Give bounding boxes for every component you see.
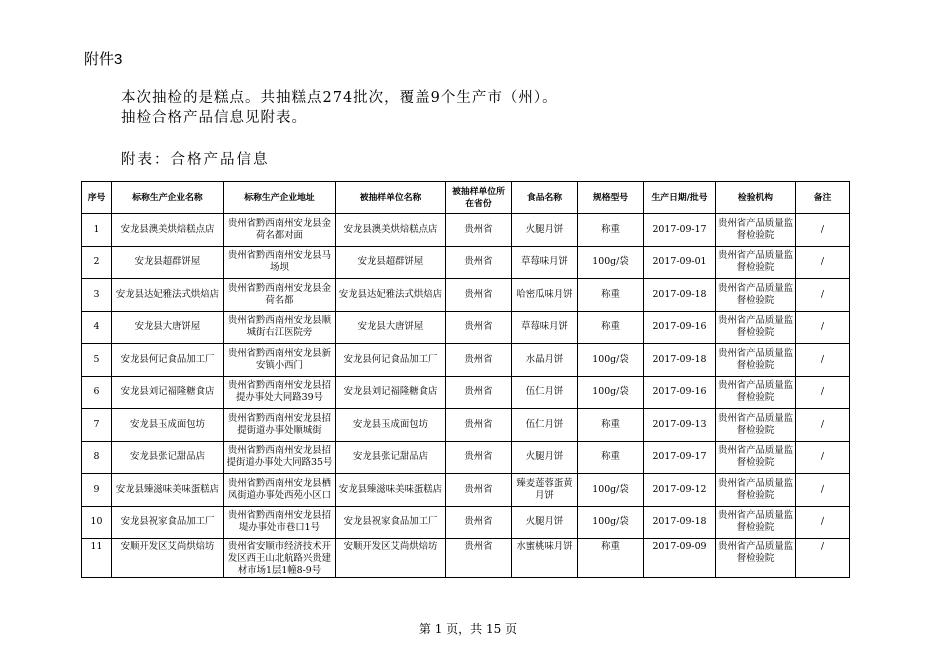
cell-remarks: / <box>796 409 850 442</box>
cell-spec: 称重 <box>578 214 644 247</box>
cell-producer-address: 贵州省黔西南州安龙县金荷名都对面 <box>224 214 336 247</box>
table-row <box>82 506 850 539</box>
cell-food-name: 草莓味月饼 <box>512 311 578 344</box>
cell-date-batch: 2017-09-12 <box>644 474 716 507</box>
cell-producer-name: 安龙县张记甜品店 <box>112 441 224 474</box>
cell-inspection-agency: 贵州省产品质量监督检验院 <box>716 279 796 312</box>
header-producer-name: 标称生产企业名称 <box>112 182 224 214</box>
table-row <box>82 214 850 247</box>
cell-inspection-agency: 贵州省产品质量监督检验院 <box>716 506 796 539</box>
cell-producer-address: 贵州省黔西南州安龙县招提街道办事处顺城街 <box>224 409 336 442</box>
cell-province: 贵州省 <box>446 539 512 578</box>
cell-spec: 称重 <box>578 441 644 474</box>
cell-inspection-agency: 贵州省产品质量监督检验院 <box>716 246 796 279</box>
cell-producer-address: 贵州省黔西南州安龙县栖凤街道办事处西苑小区口 <box>224 474 336 507</box>
cell-producer-address: 贵州省黔西南州安龙县顺城街右江医院旁 <box>224 311 336 344</box>
cell-remarks: / <box>796 246 850 279</box>
cell-inspection-agency: 贵州省产品质量监督检验院 <box>716 409 796 442</box>
cell-province: 贵州省 <box>446 344 512 377</box>
cell-date-batch: 2017-09-16 <box>644 311 716 344</box>
cell-food-name: 火腿月饼 <box>512 214 578 247</box>
cell-sampled-unit: 安龙县祝家食品加工厂 <box>336 506 446 539</box>
header-sampled-unit: 被抽样单位名称 <box>336 182 446 214</box>
header-remarks: 备注 <box>796 182 850 214</box>
cell-date-batch: 2017-09-13 <box>644 409 716 442</box>
cell-seq: 10 <box>82 506 112 539</box>
cell-spec: 称重 <box>578 409 644 442</box>
cell-inspection-agency: 贵州省产品质量监督检验院 <box>716 376 796 409</box>
cell-province: 贵州省 <box>446 279 512 312</box>
cell-spec: 100g/袋 <box>578 506 644 539</box>
cell-province: 贵州省 <box>446 376 512 409</box>
cell-producer-name: 安龙县澳美烘焙糕点店 <box>112 214 224 247</box>
cell-producer-name: 安顺开发区艾尚烘焙坊 <box>112 539 224 578</box>
cell-inspection-agency: 贵州省产品质量监督检验院 <box>716 474 796 507</box>
cell-province: 贵州省 <box>446 441 512 474</box>
cell-producer-name: 安龙县大唐饼屋 <box>112 311 224 344</box>
cell-spec: 称重 <box>578 279 644 312</box>
cell-producer-address: 贵州省黔西南州安龙县招堤办事处市巷口1号 <box>224 506 336 539</box>
qualified-products-table <box>81 181 850 578</box>
table-row <box>82 344 850 377</box>
cell-date-batch: 2017-09-18 <box>644 506 716 539</box>
cell-date-batch: 2017-09-09 <box>644 539 716 578</box>
header-inspection-agency: 检验机构 <box>716 182 796 214</box>
cell-inspection-agency: 贵州省产品质量监督检验院 <box>716 214 796 247</box>
cell-food-name: 火腿月饼 <box>512 441 578 474</box>
cell-food-name: 伍仁月饼 <box>512 409 578 442</box>
cell-producer-address: 贵州省黔西南州安龙县招提街道办事处大同路35号 <box>224 441 336 474</box>
cell-date-batch: 2017-09-17 <box>644 441 716 474</box>
cell-food-name: 水晶月饼 <box>512 344 578 377</box>
cell-province: 贵州省 <box>446 214 512 247</box>
cell-spec: 100g/袋 <box>578 344 644 377</box>
cell-seq: 2 <box>82 246 112 279</box>
cell-seq: 9 <box>82 474 112 507</box>
table-row <box>82 441 850 474</box>
cell-seq: 11 <box>82 539 112 578</box>
cell-date-batch: 2017-09-18 <box>644 279 716 312</box>
cell-date-batch: 2017-09-17 <box>644 214 716 247</box>
cell-province: 贵州省 <box>446 506 512 539</box>
header-date-batch: 生产日期/批号 <box>644 182 716 214</box>
intro-line-1: 本次抽检的是糕点。共抽糕点274批次，覆盖9个生产市（州）。 <box>121 90 558 106</box>
page-footer: 第 1 页，共 15 页 <box>418 622 518 636</box>
cell-date-batch: 2017-09-01 <box>644 246 716 279</box>
cell-remarks: / <box>796 376 850 409</box>
header-seq: 序号 <box>82 182 112 214</box>
cell-food-name: 伍仁月饼 <box>512 376 578 409</box>
cell-sampled-unit: 安龙县达妃雅法式烘焙店 <box>336 279 446 312</box>
cell-sampled-unit: 安龙县刘记福隆糖食店 <box>336 376 446 409</box>
cell-remarks: / <box>796 474 850 507</box>
cell-spec: 100g/袋 <box>578 376 644 409</box>
cell-sampled-unit: 安龙县何记食品加工厂 <box>336 344 446 377</box>
cell-spec: 100g/袋 <box>578 474 644 507</box>
cell-food-name: 哈密瓜味月饼 <box>512 279 578 312</box>
cell-producer-address: 贵州省黔西南州安龙县马场坝 <box>224 246 336 279</box>
cell-spec: 称重 <box>578 539 644 578</box>
cell-remarks: / <box>796 506 850 539</box>
cell-producer-address: 贵州省黔西南州安龙县新安镇小西门 <box>224 344 336 377</box>
header-spec: 规格型号 <box>578 182 644 214</box>
cell-province: 贵州省 <box>446 246 512 279</box>
appendix-title: 附表：合格产品信息 <box>121 152 270 168</box>
cell-producer-name: 安龙县超群饼屋 <box>112 246 224 279</box>
cell-food-name: 火腿月饼 <box>512 506 578 539</box>
cell-province: 贵州省 <box>446 474 512 507</box>
cell-producer-name: 安龙县刘记福隆糖食店 <box>112 376 224 409</box>
header-producer-address: 标称生产企业地址 <box>224 182 336 214</box>
cell-inspection-agency: 贵州省产品质量监督检验院 <box>716 344 796 377</box>
cell-remarks: / <box>796 214 850 247</box>
cell-sampled-unit: 安龙县张记甜品店 <box>336 441 446 474</box>
cell-remarks: / <box>796 539 850 578</box>
table-row <box>82 246 850 279</box>
cell-sampled-unit: 安龙县超群饼屋 <box>336 246 446 279</box>
cell-sampled-unit: 安龙县玉成面包坊 <box>336 409 446 442</box>
table-row <box>82 311 850 344</box>
cell-remarks: / <box>796 279 850 312</box>
cell-province: 贵州省 <box>446 409 512 442</box>
cell-seq: 3 <box>82 279 112 312</box>
cell-date-batch: 2017-09-18 <box>644 344 716 377</box>
cell-inspection-agency: 贵州省产品质量监督检验院 <box>716 311 796 344</box>
cell-spec: 称重 <box>578 311 644 344</box>
table-row <box>82 539 850 578</box>
cell-producer-name: 安龙县祝家食品加工厂 <box>112 506 224 539</box>
cell-seq: 5 <box>82 344 112 377</box>
cell-producer-address: 贵州省黔西南州安龙县招提办事处大同路39号 <box>224 376 336 409</box>
cell-sampled-unit: 安龙县澳美烘焙糕点店 <box>336 214 446 247</box>
cell-remarks: / <box>796 344 850 377</box>
header-province: 被抽样单位所在省份 <box>446 182 512 214</box>
cell-food-name: 水蜜桃味月饼 <box>512 539 578 578</box>
cell-spec: 100g/袋 <box>578 246 644 279</box>
cell-producer-name: 安龙县何记食品加工厂 <box>112 344 224 377</box>
cell-seq: 1 <box>82 214 112 247</box>
cell-producer-address: 贵州省安顺市经济技术开发区西王山北航路兴贵建材市场1层1幢8-9号 <box>224 539 336 578</box>
cell-province: 贵州省 <box>446 311 512 344</box>
cell-seq: 6 <box>82 376 112 409</box>
cell-remarks: / <box>796 441 850 474</box>
cell-remarks: / <box>796 311 850 344</box>
cell-inspection-agency: 贵州省产品质量监督检验院 <box>716 441 796 474</box>
cell-sampled-unit: 安龙县大唐饼屋 <box>336 311 446 344</box>
cell-sampled-unit: 安顺开发区艾尚烘焙坊 <box>336 539 446 578</box>
header-food-name: 食品名称 <box>512 182 578 214</box>
cell-food-name: 草莓味月饼 <box>512 246 578 279</box>
table-row <box>82 474 850 507</box>
cell-inspection-agency: 贵州省产品质量监督检验院 <box>716 539 796 578</box>
cell-producer-address: 贵州省黔西南州安龙县金荷名都 <box>224 279 336 312</box>
table-row <box>82 409 850 442</box>
cell-food-name: 臻麦莲蓉蛋黄月饼 <box>512 474 578 507</box>
cell-seq: 4 <box>82 311 112 344</box>
cell-producer-name: 安龙县玉成面包坊 <box>112 409 224 442</box>
table-header-row <box>82 182 850 214</box>
cell-sampled-unit: 安龙县臻滋味美味蛋糕店 <box>336 474 446 507</box>
attachment-label: 附件3 <box>84 51 123 68</box>
table-row <box>82 376 850 409</box>
cell-producer-name: 安龙县达妃雅法式烘焙店 <box>112 279 224 312</box>
intro-line-2: 抽检合格产品信息见附表。 <box>121 110 307 126</box>
cell-seq: 7 <box>82 409 112 442</box>
cell-seq: 8 <box>82 441 112 474</box>
table-row <box>82 279 850 312</box>
cell-producer-name: 安龙县臻滋味美味蛋糕店 <box>112 474 224 507</box>
cell-date-batch: 2017-09-16 <box>644 376 716 409</box>
